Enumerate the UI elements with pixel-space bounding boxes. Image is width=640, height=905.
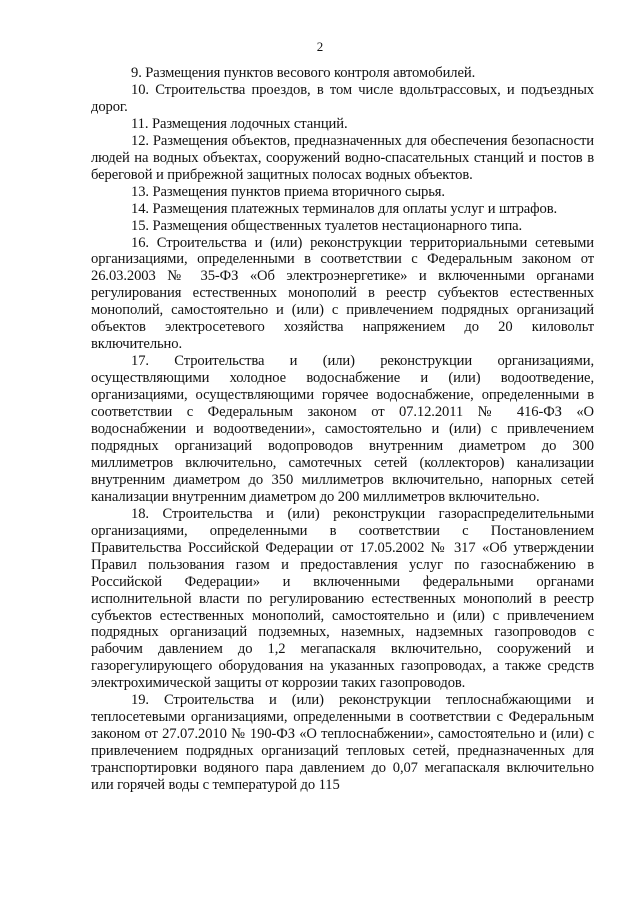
paragraph-item-13: 13. Размещения пунктов приема вторичного сырья. <box>131 183 445 200</box>
paragraph-item-11: 11. Размещения лодочных станций. <box>131 115 348 132</box>
paragraph-item-14: 14. Размещения платежных терминалов для оплаты услуг и штрафов. <box>131 200 558 217</box>
paragraph-item-9: 9. Размещения пунктов весового контроля автомобилей. <box>131 65 476 81</box>
paragraph-item-19: 19. Строительства и (или) реконструкции теплоснабжающими и теплосетевыми организациями, определенными в соответствии с Федеральным законом от 27.07.2010 № 190-ФЗ «О теплоснабжении», самостоятельно и (или) с привлечением подрядных организаций тепловых сетей, предназначенных для транспортировки водяного пара давлением до 0,07 мегапаскаля включительно или горячей воды с температурой до 115 <box>91 692 594 794</box>
paragraph-item-17: 17. Строительства и (или) реконструкции организациями, осуществляющими холодное водоснабжение и (или) водоотведение, организациями, осуществляющими горячее водоснабжение, определенными в соответствии с Федеральным законом от 07.12.2011 № 416-ФЗ «О водоснабжении и водоотведении», самостоятельно и (или) с привлечением подрядных организаций водопроводов внутренним диаметром до 300 миллиметров включительно, самотечных сетей (коллекторов) канализации внутренним диаметром до 350 миллиметров включительно, напорных сетей канализации внутренним диаметром до 200 миллиметров включительно. <box>91 353 594 505</box>
paragraph-item-15: 15. Размещения общественных туалетов нестационарного типа. <box>131 217 523 234</box>
page-number: 2 <box>316 39 324 54</box>
paragraph-item-16: 16. Строительства и (или) реконструкции территориальными сетевыми организациями, определенными в соответствии с Федеральным законом от 26.03.2003 № 35-ФЗ «Об электроэнергетике» и включенными органами регулирования естественных монополий в реестр субъектов естественных монополий, самостоятельно и (или) с привлечением подрядных организаций объектов электросетевого хозяйства напряжением до 20 киловольт включительно. <box>91 234 594 353</box>
paragraph-item-10: 10. Строительства проездов, в том числе вдольтрассовых, и подъездных дорог. <box>91 81 594 115</box>
paragraph-item-12: 12. Размещения объектов, предназначенных для обеспечения безопасности людей на водных объектах, сооружений водно-спасательных станций и постов в береговой и прибрежной защитных полосах водных объектов. <box>91 132 594 183</box>
paragraph-item-18: 18. Строительства и (или) реконструкции газораспределительными организациями, определенными в соответствии с Постановлением Правительства Российской Федерации от 17.05.2002 № 317 «Об утверждении Правил пользования газом и предоставления услуг по газоснабжению в Российской Федерации» и включенными федеральными органами исполнительной власти по регулированию естественных монополий в реестр субъектов естественных монополий, самостоятельно и (или) с привлечением подрядных организаций подземных, наземных, надземных газопроводов с рабочим давлением до 1,2 мегапаскаля включительно, сооружений и газорегулирующего оборудования на указанных газопроводах, а также средств электрохимической защиты от коррозии таких газопроводов. <box>91 505 594 692</box>
document-body <box>91 65 594 794</box>
